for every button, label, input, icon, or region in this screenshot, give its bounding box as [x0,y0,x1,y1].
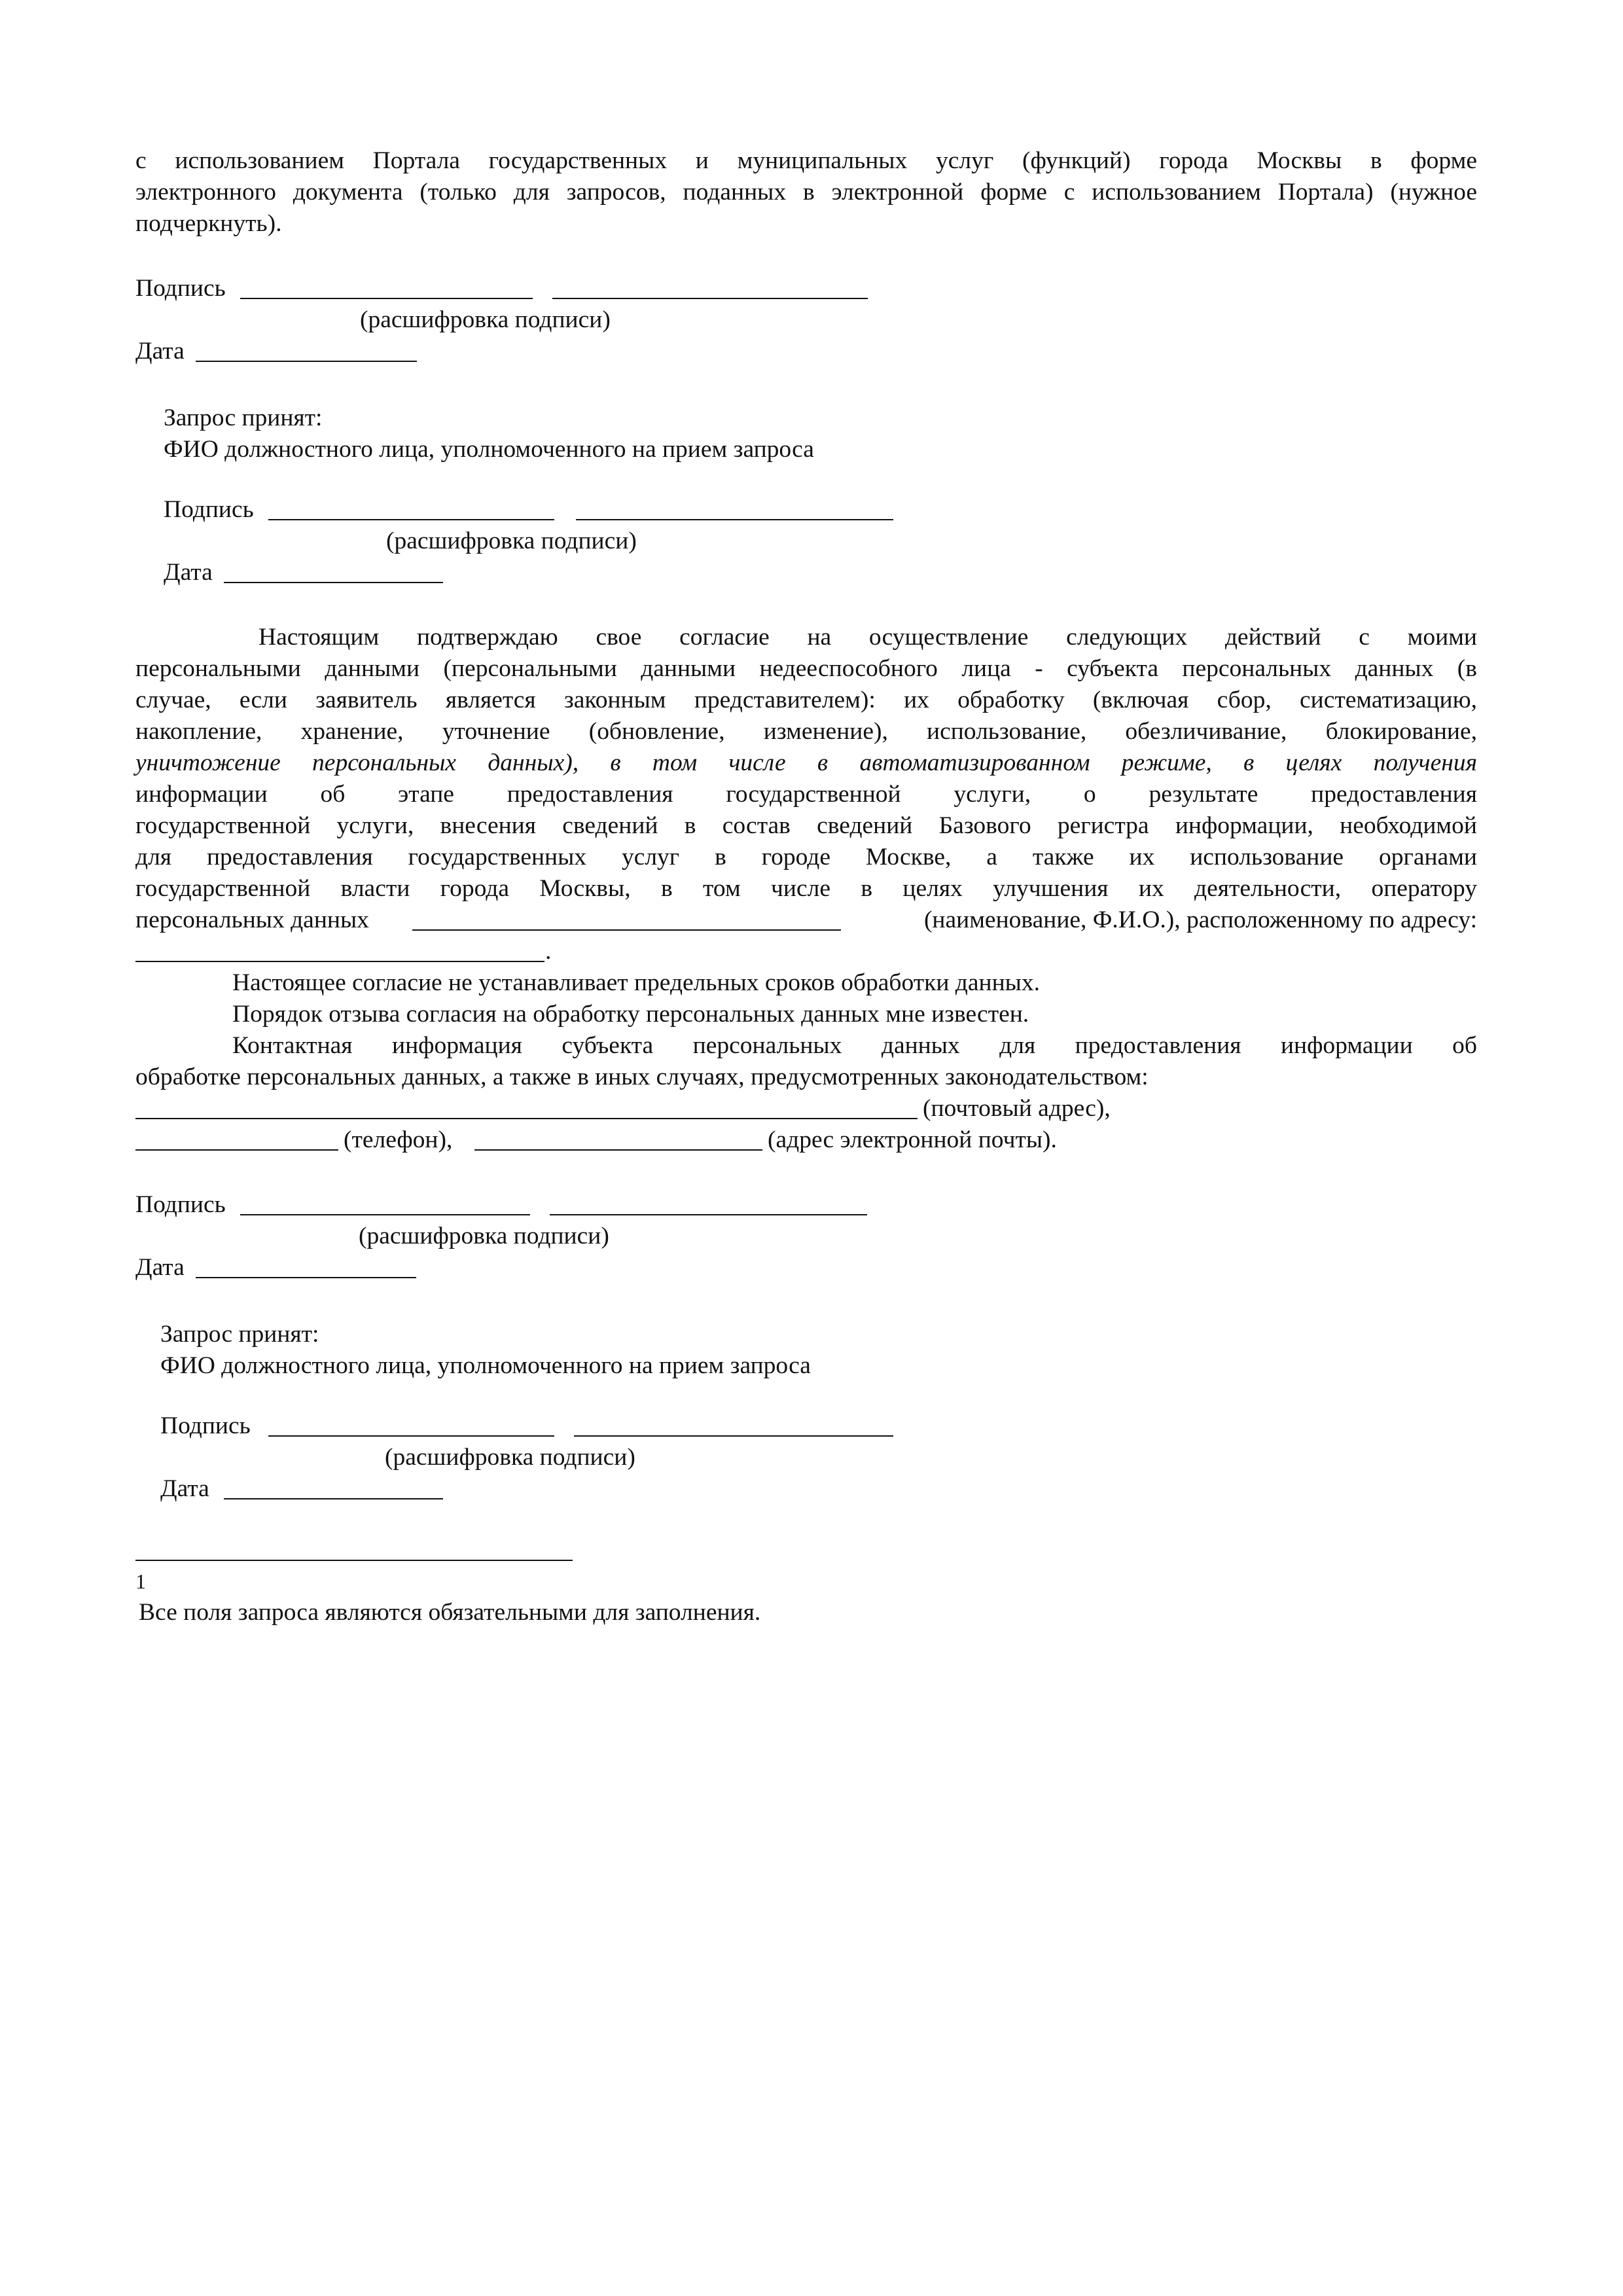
signature-line [268,519,554,520]
intro-line-1: с использованием Портала государственных и муниципальных услуг (функций) города Москвы в форме [135,147,1477,174]
consent-contact-1: Контактная информация субъекта персональных данных для предоставления информации об [232,1032,1477,1059]
date-label: Дата [135,1254,185,1281]
consent-line-10a: персональных данных [135,906,369,933]
accepted-title-1: Запрос принят: [164,404,323,431]
operator-name-line [412,929,841,931]
consent-line-4: накопление, хранение, уточнение (обновление, изменение), использование, обезличивание, блокирование, [135,718,1477,745]
accepted-title-2: Запрос принят: [160,1321,319,1348]
consent-line-3: случае, если заявитель является законным представителем): их обработку (включая сбор, систематизацию, [135,687,1477,713]
consent-contact-2: обработке персональных данных, а также в иных случаях, предусмотренных законодательством: [135,1064,1149,1090]
signature-line [240,1214,530,1215]
email-caption: (адрес электронной почты). [768,1126,1057,1153]
date-label: Дата [160,1475,209,1502]
operator-address-line [135,961,544,962]
official-date-row-2 [160,1473,455,1505]
date-label: Дата [164,559,213,586]
official-signature-row-1 [164,494,903,526]
signature-decode-caption: (расшифровка подписи) [386,528,637,554]
footnote-separator [135,1560,573,1561]
signature-decode-line [552,298,868,299]
consent-line-5-text: уничтожение персональных данных), в том числе в автоматизированном режиме, в целях получения [135,749,1477,776]
postal-address-line [135,1118,918,1119]
date-line [224,1498,443,1499]
signature-decode-caption: (расшифровка подписи) [360,306,611,333]
postal-address-caption: (почтовый адрес), [923,1095,1111,1122]
consent-line-1: Настоящим подтверждаю свое согласие на осуществление следующих действий с моими [259,624,1477,651]
phone-caption: (телефон), [344,1126,453,1153]
date-line [224,582,443,583]
consent-line-2: персональными данными (персональными данными недееспособного лица - субъекта персональных данных (в [135,655,1477,682]
applicant-signature-row-1 [135,273,875,304]
consent-line-9: государственной власти города Москвы, в том числе в целях улучшения их деятельности, оператору [135,875,1477,902]
accepted-official-1: ФИО должностного лица, уполномоченного на прием запроса [164,436,814,463]
signature-label: Подпись [135,275,226,302]
footnote-text: Все поля запроса являются обязательными для заполнения. [139,1599,761,1626]
applicant-signature-row-2 [135,1189,875,1221]
consent-line-6: информации об этапе предоставления государственной услуги, о результате предоставления [135,781,1477,808]
official-date-row-1 [164,557,458,588]
date-line [196,361,417,362]
signature-line [268,1435,554,1437]
consent-no-term: Настоящее согласие не устанавливает предельных сроков обработки данных. [232,969,1040,996]
intro-line-3: подчеркнуть). [135,210,282,237]
consent-line-5 [135,747,1477,779]
applicant-date-row-2 [135,1252,430,1283]
footnote-mark: 1 [135,1570,146,1593]
consent-revoke: Порядок отзыва согласия на обработку персональных данных мне известен. [232,1001,1029,1028]
signature-decode-line [574,1435,893,1437]
signature-label: Подпись [164,496,254,523]
date-label: Дата [135,338,185,365]
consent-line-10b: (наименование, Ф.И.О.), расположенному по адресу: [923,906,1477,933]
date-line [196,1277,416,1278]
consent-line-8: для предоставления государственных услуг в городе Москве, а также их использование органами [135,844,1477,870]
consent-line-7: государственной услуги, внесения сведений в состав сведений Базового регистра информации, необходимой [135,812,1477,839]
email-line [474,1149,762,1151]
signature-decode-caption: (расшифровка подписи) [359,1223,609,1249]
official-signature-row-2 [160,1410,900,1442]
consent-line-11: . [545,938,552,965]
signature-decode-line [576,519,893,520]
signature-label: Подпись [160,1412,251,1439]
signature-line [240,298,533,299]
accepted-official-2: ФИО должностного лица, уполномоченного на прием запроса [160,1352,811,1379]
signature-decode-line [550,1214,867,1215]
applicant-date-row-1 [135,336,430,367]
signature-decode-caption: (расшифровка подписи) [385,1444,635,1471]
signature-label: Подпись [135,1191,226,1218]
phone-line [135,1149,338,1151]
intro-line-2: электронного документа (только для запросов, поданных в электронной форме с использованием Портала) (нужное [135,179,1477,206]
